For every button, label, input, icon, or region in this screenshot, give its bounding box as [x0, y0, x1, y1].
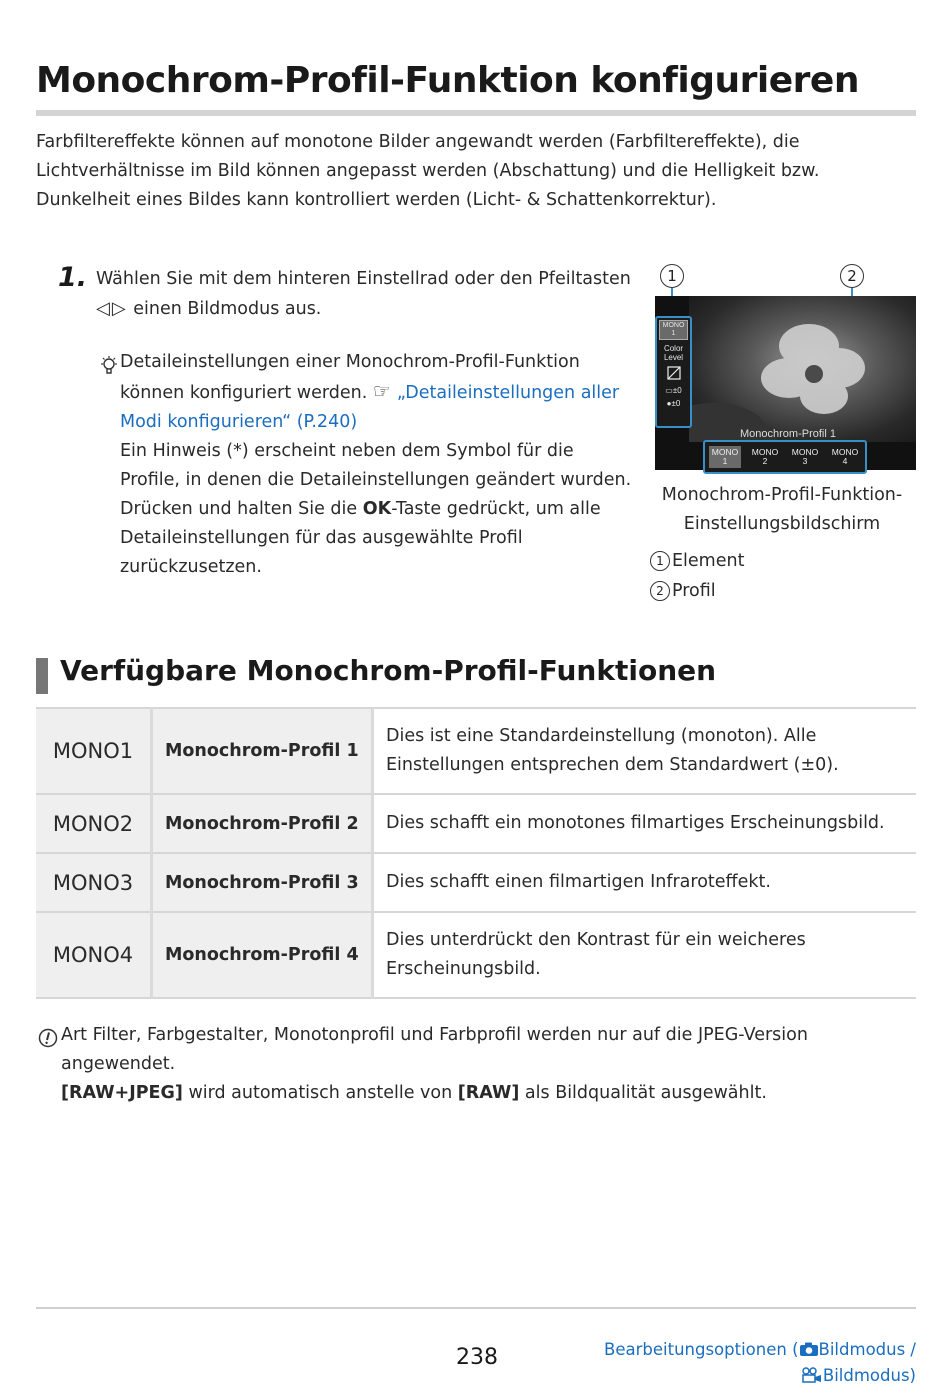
profile-desc: Dies schafft einen filmartigen Infraroteffekt. [373, 853, 917, 912]
legend-profile-label: Profil [672, 581, 716, 601]
profile-desc: Dies unterdrückt den Kontrast für ein weicheres Erscheinungsbild. [373, 912, 917, 998]
tip-block [120, 348, 635, 582]
legend-callout-2: 2 [650, 581, 670, 601]
step-text-before: Wählen Sie mit dem hinteren Einstellrad oder den Pfeiltasten [96, 269, 631, 289]
figure-caption: Monochrom-Profil-Funktion-Einstellungsbildschirm [661, 485, 903, 534]
flower-photo [689, 296, 916, 442]
profile-code: MONO1 [36, 708, 152, 794]
camera-icon [799, 1341, 819, 1357]
footer-divider [36, 1307, 916, 1309]
panel-mono-badge: MONO 1 [659, 320, 688, 340]
tip-hint-end: -Taste gedrückt, um alle Detaileinstellungen für das ausgewählte Profil zurückzusetzen. [120, 499, 601, 577]
profile-selector[interactable] [703, 440, 867, 474]
title-underline [36, 110, 916, 116]
element-panel[interactable] [655, 316, 692, 428]
profile-name: Monochrom-Profil 3 [152, 853, 373, 912]
panel-value-shadow: ±0 [671, 399, 681, 408]
step-number: 1. [58, 262, 88, 293]
caution-icon [38, 1028, 58, 1048]
profile-desc: Dies schafft ein monotones filmartiges Erscheinungsbild. [373, 794, 917, 853]
tip-hint: Ein Hinweis (*) erscheint neben dem Symbol für die Profile, in denen die Detaileinstellungen geändert wurden. Drücken und halten Sie die [120, 441, 632, 519]
legend-profile [650, 581, 716, 601]
section-title: Verfügbare Monochrom-Profil-Funktionen [60, 654, 717, 687]
page-number: 238 [456, 1345, 498, 1370]
profile-code: MONO3 [36, 853, 152, 912]
note-raw: [RAW] [457, 1083, 520, 1103]
callout-element: 1 [660, 264, 684, 288]
step-instruction [96, 264, 636, 324]
footer-link-part3: Bildmodus) [822, 1366, 916, 1385]
legend-element [650, 551, 744, 571]
intro-paragraph: Farbfiltereffekte können auf monotone Bilder angewandt werden (Farbfiltereffekte), die Lichtverhältnisse im Bild können angepasst werden (Abschattung) und die Helligkeit bzw. Dunkelheit eines Bildes kann kontrolliert werden (Licht- & Schattenkorrektur). [36, 132, 820, 210]
profile-name: Monochrom-Profil 1 [152, 708, 373, 794]
table-row [36, 708, 916, 794]
legend-callout-1: 1 [650, 551, 670, 571]
callout-profile: 2 [840, 264, 864, 288]
table-row [36, 853, 916, 912]
ok-key-label: OK [362, 499, 392, 519]
tip-line2: können konfiguriert werden. [120, 383, 368, 403]
screen-profile-label: Monochrom-Profil 1 [740, 428, 836, 440]
panel-color-level: Color Level [663, 344, 684, 362]
profile-cell-mono3[interactable]: MONO 3 [791, 447, 819, 466]
panel-filter-icon [657, 366, 690, 382]
note-mid: wird automatisch anstelle von [188, 1083, 453, 1103]
footer-link-part1: Bearbeitungsoptionen ( [604, 1340, 799, 1359]
panel-value-shading: ±0 [672, 386, 682, 395]
movie-camera-icon [801, 1367, 823, 1383]
profile-cell-mono2[interactable]: MONO 2 [751, 447, 779, 466]
profile-cell-mono4[interactable]: MONO 4 [831, 447, 859, 466]
detail-settings-link[interactable]: „Detaileinstellungen aller Modi konfigurieren“ (P.240) [120, 383, 620, 432]
profile-name: Monochrom-Profil 2 [152, 794, 373, 853]
footer-breadcrumb-link[interactable] [604, 1337, 916, 1389]
profiles-table [36, 707, 916, 999]
profile-code: MONO2 [36, 794, 152, 853]
profile-code: MONO4 [36, 912, 152, 998]
table-row [36, 794, 916, 853]
note-text: Art Filter, Farbgestalter, Monotonprofil und Farbprofil werden nur auf die JPEG-Version angewendet. [61, 1025, 808, 1074]
tip-icon [98, 355, 120, 377]
footer-link-part2: Bildmodus / [818, 1340, 916, 1359]
note-block [61, 1021, 921, 1108]
tip-line1: Detaileinstellungen einer Monochrom-Profil-Funktion [120, 352, 580, 372]
panel-shadow-row: ●±0 [666, 399, 681, 408]
legend-element-label: Element [672, 551, 745, 571]
table-row [36, 912, 916, 998]
panel-shading-row: ▭±0 [665, 386, 682, 395]
profile-desc: Dies ist eine Standardeinstellung (monoton). Alle Einstellungen entsprechen dem Standardwert (±0). [373, 708, 917, 794]
page-title: Monochrom-Profil-Funktion konfigurieren [36, 60, 859, 101]
reference-icon: ☞ [372, 379, 391, 403]
profile-name: Monochrom-Profil 4 [152, 912, 373, 998]
note-raw-jpeg: [RAW+JPEG] [61, 1083, 183, 1103]
profile-cell-mono1[interactable]: MONO 1 [709, 446, 741, 468]
arrow-keys-icon: ◁▷ [96, 298, 128, 319]
flower-illustration [689, 296, 916, 442]
step-text-after: einen Bildmodus aus. [133, 299, 322, 319]
note-end: als Bildqualität ausgewählt. [524, 1083, 767, 1103]
section-marker [36, 658, 48, 694]
